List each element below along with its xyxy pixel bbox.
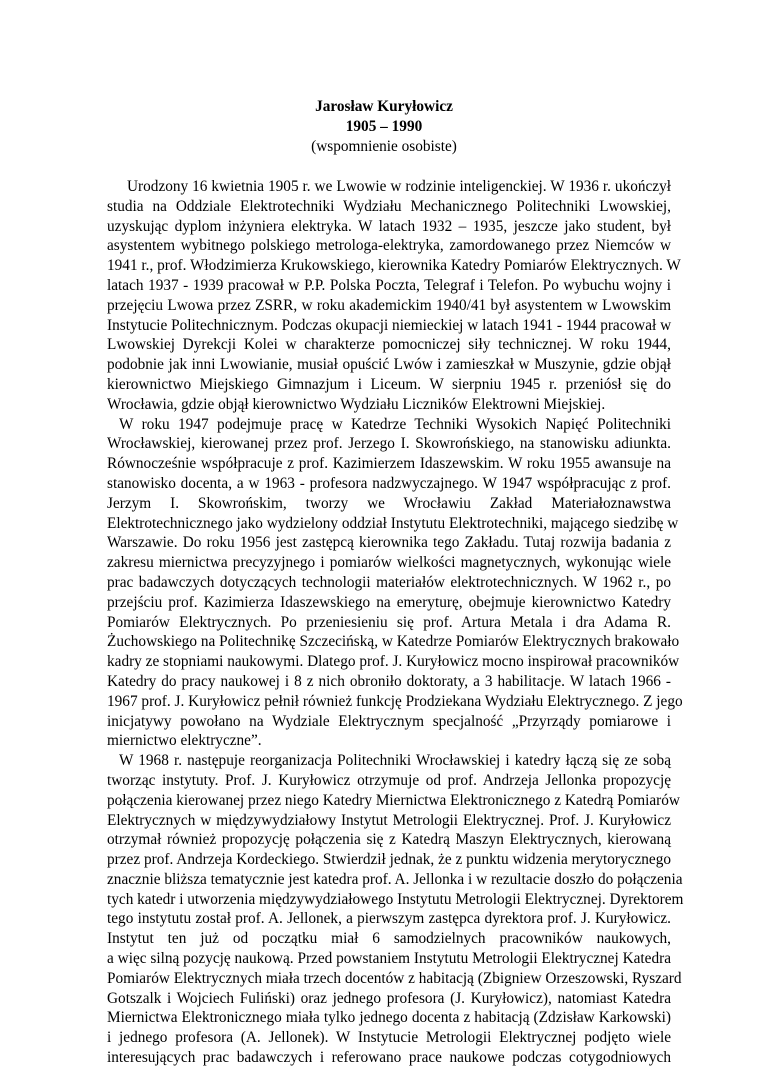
text-line: Gotszalk i Wojciech Fuliński) oraz jednego profesora (J. Kuryłowicz), natomiast Katedra bbox=[107, 989, 671, 1007]
text-line: 1941 r., prof. Włodzimierza Krukowskiego, kierownika Katedry Pomiarów Elektrycznych. W bbox=[107, 257, 681, 275]
text-line: Żuchowskiego na Politechnikę Szczecińską, w Katedrze Pomiarów Elektrycznych brakowało bbox=[107, 633, 680, 651]
text-line: przez prof. Andrzeja Kordeckiego. Stwierdził jednak, że z punktu widzenia merytorycznego bbox=[107, 851, 671, 869]
paragraph-1 bbox=[107, 177, 681, 415]
text-line: tych katedr i utworzenia międzywydziałowego Instytutu Metrologii Elektrycznej. Dyrektorem bbox=[107, 890, 684, 908]
text-line: W 1968 r. następuje reorganizacja Politechniki Wrocławskiej i katedry łączą się ze sobą bbox=[119, 752, 671, 770]
text-line: tworząc instytuty. Prof. J. Kuryłowicz otrzymuje od prof. Andrzeja Jellonka propozycję bbox=[107, 771, 671, 789]
text-line: Jerzym I. Skowrońskim, tworzy we Wrocławiu Zakład Materiałoznawstwa bbox=[107, 494, 671, 512]
text-line: Wrocławia, gdzie objął kierownictwo Wydziału Liczników Elektrowni Miejskiej. bbox=[107, 395, 606, 413]
text-line: kadry ze stopniami naukowymi. Dlatego prof. J. Kuryłowicz mocno inspirował pracowników bbox=[107, 653, 680, 671]
text-line: Urodzony 16 kwietnia 1905 r. we Lwowie w rodzinie inteligenckiej. W 1936 r. ukończył bbox=[127, 178, 671, 195]
title-block bbox=[0, 97, 768, 156]
text-line: przejściu prof. Kazimierza Idaszewskiego na emeryturę, obejmuje kierownictwo Katedry bbox=[107, 593, 671, 611]
text-line: Pomiarów Elektrycznych miała trzech docentów z habitacją (Zbigniew Orzeszowski, Ryszard bbox=[107, 969, 682, 987]
text-line: 1967 prof. J. Kuryłowicz pełnił również funkcję Prodziekana Wydziału Elektrycznego. Z jego bbox=[107, 692, 683, 710]
text-line: Instytut ten już od początku miał 6 samodzielnych pracowników naukowych, bbox=[107, 930, 671, 948]
paragraph-3 bbox=[107, 751, 684, 1068]
subtitle: (wspomnienie osobiste) bbox=[311, 137, 457, 155]
text-line: interesujących prac badawczych i referowano prace naukowe podczas cotygodniowych bbox=[107, 1049, 671, 1067]
text-line: Równocześnie współpracuje z prof. Kazimierzem Idaszewskim. W roku 1955 awansuje na bbox=[107, 455, 671, 473]
text-line: uzyskując dyplom inżyniera elektryka. W latach 1932 – 1935, jeszcze jako student, był bbox=[107, 217, 671, 235]
document-body bbox=[107, 177, 684, 1068]
text-line: połączenia kierowanej przez niego Katedry Miernictwa Elektronicznego z Katedrą Pomiarów bbox=[107, 791, 680, 809]
text-line: i jednego profesora (A. Jellonek). W Instytucie Metrologii Elektrycznej podjęto wiele bbox=[107, 1029, 671, 1047]
text-line: Warszawie. Do roku 1956 jest zastępcą kierownika tego Zakładu. Tutaj rozwija badania z bbox=[107, 534, 671, 552]
text-line: przejęciu Lwowa przez ZSRR, w roku akademickim 1940/41 był asystentem w Lwowskim bbox=[107, 296, 671, 314]
text-line: prac badawczych dotyczących technologii materiałów elektrotechnicznych. W 1962 r., po bbox=[107, 573, 671, 591]
text-line: W roku 1947 podejmuje pracę w Katedrze Techniki Wysokich Napięć Politechniki bbox=[119, 415, 671, 433]
text-line: miernictwo elektryczne”. bbox=[107, 732, 262, 750]
text-line: Miernictwa Elektronicznego miała tylko jednego docenta z habitacją (Zdzisław Karkowski) bbox=[107, 1009, 671, 1027]
text-line: Instytucie Politechnicznym. Podczas okupacji niemieckiej w latach 1941 - 1944 pracował w bbox=[107, 316, 672, 334]
text-line: zakresu miernictwa precyzyjnego i pomiarów wielkości magnetycznych, wykonując wiele bbox=[107, 554, 671, 572]
text-line: a więc silną pozycję naukową. Przed powstaniem Instytutu Metrologii Elektrycznej Katedra bbox=[107, 950, 671, 968]
author-name: Jarosław Kuryłowicz bbox=[315, 98, 453, 115]
text-line: Pomiarów Elektrycznych. Po przeniesieniu się prof. Artura Metala i dra Adama R. bbox=[107, 613, 671, 631]
text-line: Elektrotechnicznego jako wydzielony oddział Instytutu Elektrotechniki, mającego siedzibę w bbox=[107, 514, 679, 532]
text-line: Katedry do pracy naukowej i 8 z nich obroniło doktoraty, a 3 habilitacje. W latach 1966 - bbox=[107, 672, 671, 690]
paragraph-2 bbox=[107, 415, 683, 752]
text-line: podobnie jak inni Lwowianie, musiał opuścić Lwów i zamieszkał w Muszynie, gdzie objął bbox=[107, 356, 671, 374]
text-line: asystentem wybitnego polskiego metrologa-elektryka, zamordowanego przez Niemców w bbox=[107, 237, 671, 255]
text-line: studia na Oddziale Elektrotechniki Wydziału Mechanicznego Politechniki Lwowskiej, bbox=[107, 197, 671, 215]
text-line: inicjatywy powołano na Wydziale Elektrycznym specjalność „Przyrządy pomiarowe i bbox=[107, 712, 671, 730]
text-line: stanowisko docenta, a w 1963 - profesora nadzwyczajnego. W 1947 współpracując z prof. bbox=[107, 474, 671, 492]
life-years: 1905 – 1990 bbox=[345, 117, 423, 135]
text-line: kierownictwo Miejskiego Gimnazjum i Liceum. W sierpniu 1945 r. przeniósł się do bbox=[107, 375, 671, 393]
text-line: znacznie bliższa tematycznie jest katedra prof. A. Jellonka i w rezultacie doszło do połączenia bbox=[107, 870, 683, 888]
text-line: Lwowskiej Dyrekcji Kolei w charakterze pomocniczej siły technicznej. W roku 1944, bbox=[107, 336, 671, 354]
text-line: tego instytutu został prof. A. Jellonek, a pierwszym zastępca dyrektora prof. J. Kuryłowicz. bbox=[107, 910, 671, 928]
text-line: Elektrycznych w międzywydziałowy Instytut Metrologii Elektrycznej. Prof. J. Kuryłowicz bbox=[107, 811, 671, 829]
text-line: otrzymał również propozycję połączenia się z Katedrą Maszyn Elektrycznych, kierowaną bbox=[107, 831, 671, 849]
text-line: latach 1937 - 1939 pracował w P.P. Polska Poczta, Telegraf i Telefon. Po wybuchu wojny i bbox=[107, 276, 671, 294]
text-line: Wrocławskiej, kierowanej przez prof. Jerzego I. Skowrońskiego, na stanowisku adiunkta. bbox=[107, 435, 671, 453]
